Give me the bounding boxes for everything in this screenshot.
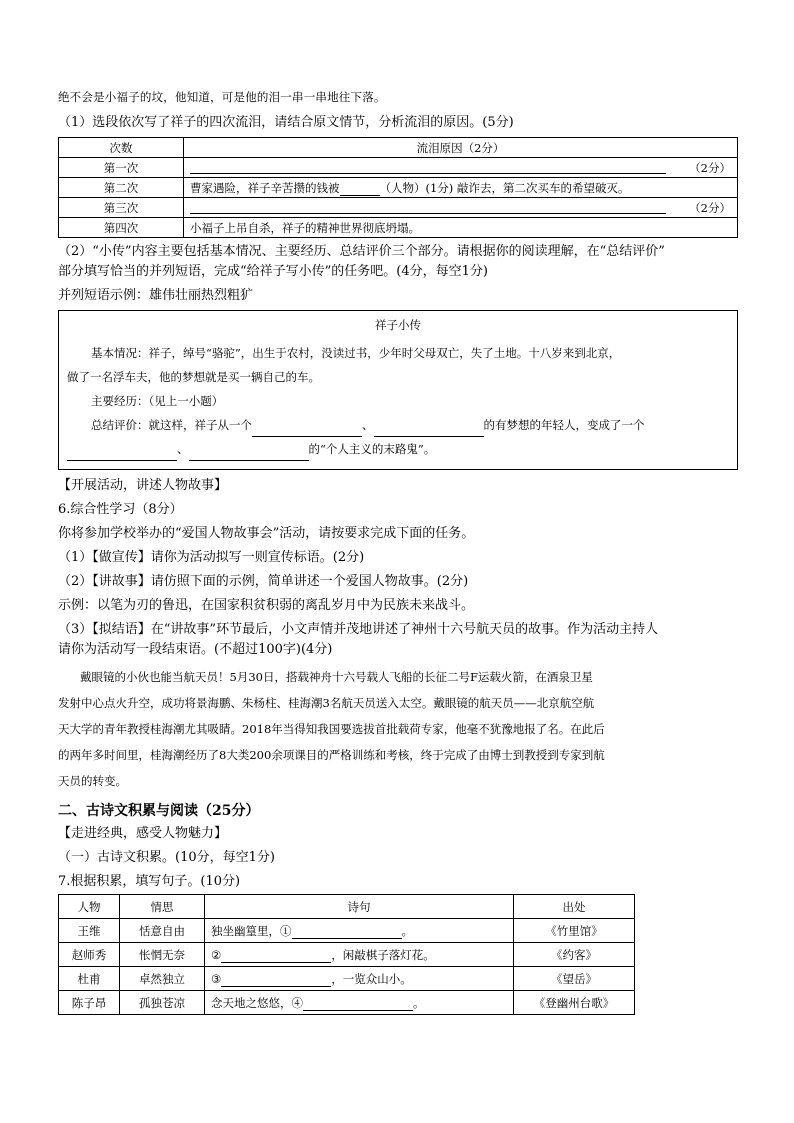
row-label: 第四次	[59, 218, 184, 238]
person-cell: 杜甫	[59, 967, 120, 991]
answer-blank[interactable]	[190, 160, 666, 174]
exam-page	[58, 88, 738, 1015]
passage-line: 天员的转变。	[58, 774, 127, 788]
biography-box	[58, 310, 738, 470]
answer-blank[interactable]	[340, 182, 380, 196]
table-header-row	[59, 895, 635, 919]
q2-text-1: （2）“小传”内容主要包括基本情况、主要经历、总结评价三个部分。请根据你的阅读理解，在“总结评价”	[58, 244, 665, 259]
answer-blank[interactable]	[221, 973, 331, 987]
poem-text: 念天地之悠悠，④	[211, 995, 303, 1010]
cell-text: 曹家遇险，祥子辛苦攒的钱被	[190, 180, 340, 195]
answer-blank[interactable]	[374, 423, 484, 437]
poem-text: ，一览众山小。	[331, 971, 412, 986]
answer-blank[interactable]	[252, 423, 362, 437]
cell-text: 小福子上吊自杀，祥子的精神世界彻底坍塌。	[184, 218, 738, 238]
passage-line: 发射中心点火升空，成功将景海鹏、朱杨柱、桂海潮3名航天员送入太空。戴眼镜的航天员——北京航空航	[58, 696, 595, 710]
basic-info-2: 做了一名浮车夫，他的梦想就是买一辆自己的车。	[67, 370, 320, 384]
table-row	[59, 991, 635, 1015]
emotion-cell: 怅惘无奈	[120, 943, 205, 967]
person-cell: 王维	[59, 919, 120, 943]
experience-line: 主要经历：（见上一小题）	[91, 394, 224, 408]
poem-text: ②	[211, 947, 222, 962]
section-2-tag: 【走进经典，感受人物魅力】	[58, 826, 228, 841]
section-2-heading: 二、古诗文积累与阅读（25分）	[58, 803, 260, 819]
header-cell: 次数	[59, 138, 184, 158]
emotion-cell: 恬意自由	[120, 919, 205, 943]
q6-example: 示例：以笔为刃的鲁迅，在国家积贫积弱的离乱岁月中为民族未来战斗。	[58, 598, 475, 613]
poem-text: ③	[211, 971, 222, 986]
answer-blank[interactable]	[303, 997, 413, 1011]
table-row	[59, 178, 738, 198]
q6-title: 6.综合性学习（8分）	[58, 502, 183, 517]
answer-cell	[184, 158, 738, 178]
summary-line	[67, 413, 729, 437]
q6-item-1: （1）【做宣传】请你为活动拟写一则宣传标语。(2分)	[58, 550, 365, 565]
row-label: 第一次	[59, 158, 184, 178]
poem-cell	[205, 967, 514, 991]
source-cell: 《登幽州台歌》	[514, 991, 635, 1015]
poem-text: 。	[401, 923, 413, 938]
separator: 、	[177, 442, 189, 456]
answer-cell	[184, 198, 738, 218]
table-row	[59, 919, 635, 943]
story-passage	[58, 664, 738, 794]
q2-text-2: 部分填写恰当的并列短语，完成“给祥子写小传”的任务吧。(4分，每空1分)	[58, 264, 488, 279]
person-cell: 赵师秀	[59, 943, 120, 967]
header-cell: 人物	[59, 895, 120, 919]
source-cell: 《约客》	[514, 943, 635, 967]
emotion-cell: 孤独苍凉	[120, 991, 205, 1015]
header-cell: 出处	[514, 895, 635, 919]
table-row	[59, 218, 738, 238]
poem-text: 。	[413, 995, 425, 1010]
q6-intro: 你将参加学校举办的“爱国人物故事会”活动，请按要求完成下面的任务。	[58, 526, 475, 541]
q6-item-3b: 请你为活动写一段结束语。(不超过100字)(4分)	[58, 642, 333, 657]
q6-item-2: （2）【讲故事】请仿照下面的示例，简单讲述一个爱国人物故事。(2分)	[58, 574, 469, 589]
section-2-sub: （一）古诗文积累。(10分，每空1分)	[58, 850, 275, 865]
poem-cell	[205, 919, 514, 943]
poem-text: 独坐幽篁里，①	[211, 923, 292, 938]
separator: 、	[362, 418, 374, 432]
q7-title: 7.根据积累，填写句子。(10分)	[58, 874, 241, 889]
row-label: 第三次	[59, 198, 184, 218]
header-cell: 流泪原因（2分）	[184, 138, 738, 158]
q2-example: 并列短语示例：雄伟壮丽热烈粗犷	[58, 288, 254, 303]
answer-blank[interactable]	[292, 925, 402, 939]
summary-text: 的有梦想的年轻人，变成了一个	[483, 418, 645, 432]
summary-text: 总结评价：就这样，祥子从一个	[91, 418, 252, 432]
poem-cell	[205, 991, 514, 1015]
table-header-row	[59, 138, 738, 158]
answer-blank[interactable]	[189, 447, 309, 461]
passage-line: 戴眼镜的小伙也能当航天员！5月30日，搭载神舟十六号载人飞船的长征二号F运载火箭，在酒泉卫星	[80, 670, 593, 684]
passage-line: 天大学的青年教授桂海潮尤其吸睛。2018年当得知我国要选拔首批载荷专家，他毫不犹豫地报了名。在此后	[58, 722, 605, 736]
score-note: （2分）	[689, 200, 731, 215]
biography-title: 祥子小传	[375, 318, 421, 332]
summary-line-2	[67, 437, 729, 461]
poetry-table	[58, 894, 635, 1015]
table-row	[59, 198, 738, 218]
answer-blank[interactable]	[67, 447, 177, 461]
source-cell: 《望岳》	[514, 967, 635, 991]
cell-text: （人物）(1分) 敲诈去，第二次买车的希望破灭。	[379, 180, 630, 195]
score-note: （2分）	[689, 160, 731, 175]
poem-cell	[205, 943, 514, 967]
table-row	[59, 967, 635, 991]
basic-info-1: 基本情况：祥子，绰号“骆驼”，出生于农村，没读过书，少年时父母双亡，失了土地。十八岁来到北京，	[91, 346, 621, 360]
tears-table	[58, 137, 738, 238]
emotion-cell: 卓然独立	[120, 967, 205, 991]
intro-line: 绝不会是小福子的坟，他知道，可是他的泪一串一串地往下落。	[58, 90, 386, 104]
answer-cell	[184, 178, 738, 198]
header-cell: 诗句	[205, 895, 514, 919]
section-tag: 【开展活动，讲述人物故事】	[58, 478, 228, 493]
q1-text: （1）选段依次写了祥子的四次流泪，请结合原文情节，分析流泪的原因。(5分)	[58, 115, 514, 130]
q6-item-3a: （3）【拟结语】在“讲故事”环节最后，小文声情并茂地讲述了神州十六号航天员的故事。作为活动主持人	[58, 622, 659, 637]
row-label: 第二次	[59, 178, 184, 198]
person-cell: 陈子昂	[59, 991, 120, 1015]
poem-text: ，闲敲棋子落灯花。	[331, 947, 435, 962]
passage-line: 的两年多时间里，桂海潮经历了8大类200余项课目的严格训练和考核，终于完成了由博士到教授到专家到航	[58, 748, 605, 762]
source-cell: 《竹里馆》	[514, 919, 635, 943]
summary-text: 的“个人主义的末路鬼”。	[308, 442, 436, 456]
table-row	[59, 943, 635, 967]
answer-blank[interactable]	[221, 949, 331, 963]
table-row	[59, 158, 738, 178]
answer-blank[interactable]	[190, 200, 666, 214]
header-cell: 情思	[120, 895, 205, 919]
